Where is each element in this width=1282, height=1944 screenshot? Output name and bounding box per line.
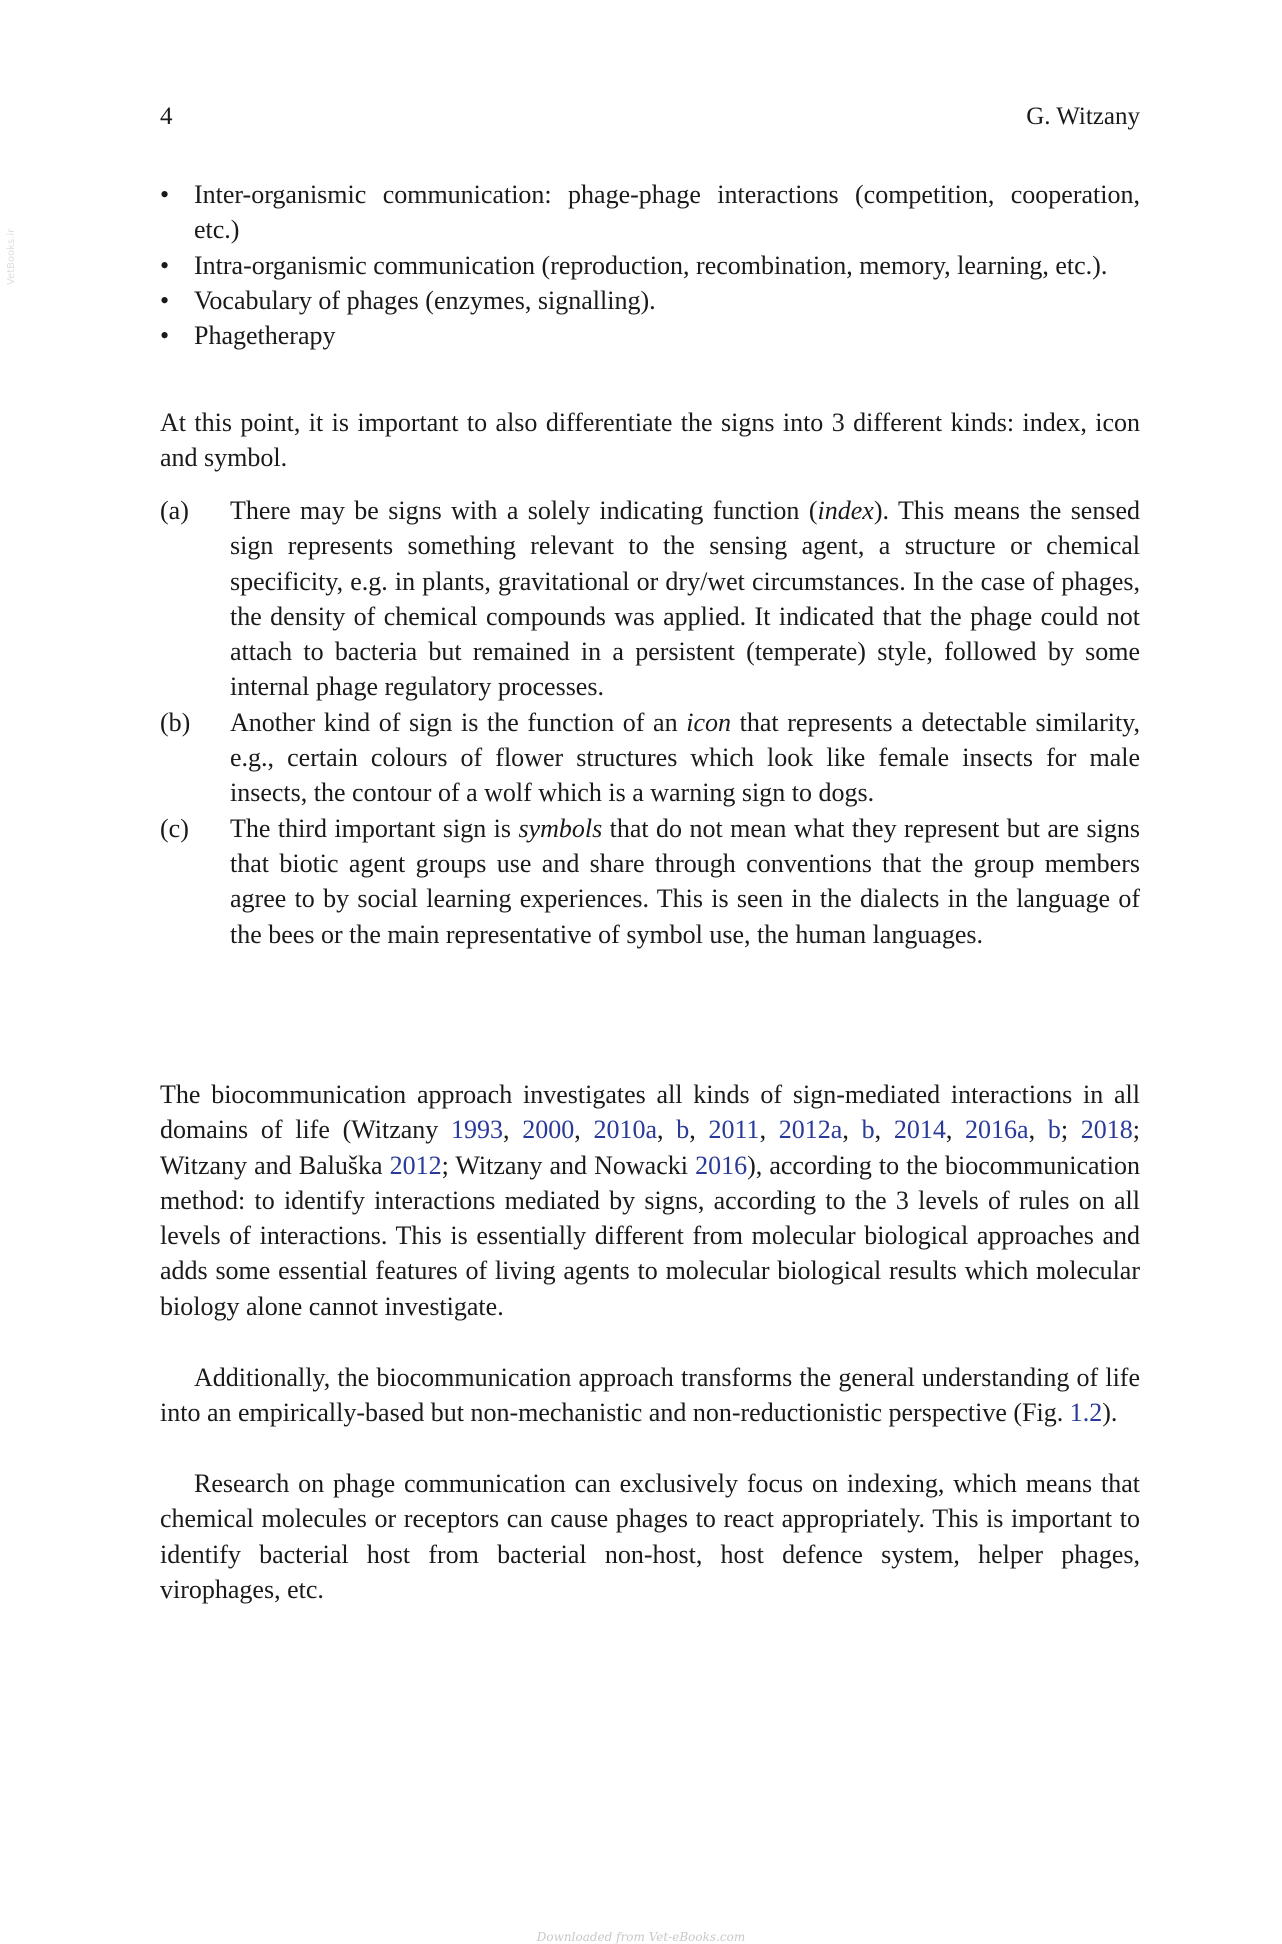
- separator: ,: [945, 1115, 966, 1145]
- citation-link[interactable]: 2016: [695, 1150, 748, 1180]
- paragraph-text: Additionally, the biocommunication approach transforms the general understanding of life into an empirically-based but non-mechanistic and non-reductionistic perspective (Fig.: [160, 1363, 1140, 1428]
- separator: ,: [874, 1115, 894, 1145]
- list-marker: (a): [160, 496, 189, 525]
- sign-item-symbol: [160, 811, 1140, 952]
- page-number: 4: [160, 103, 173, 130]
- paragraph-text: ; Witzany and Baluška: [160, 1115, 1141, 1180]
- bullet-item: • Phagetherapy: [160, 318, 1140, 353]
- separator: ,: [842, 1115, 862, 1145]
- separator: ,: [689, 1115, 709, 1145]
- separator: ,: [759, 1115, 779, 1145]
- paragraph-text: The biocommunication approach investigates all kinds of sign-mediated interactions in all domains of life (Witzany: [160, 1080, 1140, 1145]
- separator: ;: [1060, 1115, 1081, 1145]
- bullet-item: • Intra-organismic communication (reproduction, recombination, memory, learning, etc.).: [160, 248, 1140, 283]
- paragraph-text: ).: [1102, 1398, 1118, 1428]
- item-text: The third important sign is: [230, 813, 519, 843]
- item-text: There may be signs with a solely indicating function (: [230, 496, 818, 525]
- citation-link[interactable]: 2010a: [593, 1115, 658, 1145]
- separator: ,: [574, 1115, 594, 1145]
- download-watermark: Downloaded from Vet-eBooks.com: [536, 1930, 746, 1944]
- item-emphasis: symbols: [518, 813, 603, 843]
- citation-link[interactable]: b: [1047, 1115, 1061, 1145]
- citation-link[interactable]: 2012: [389, 1150, 442, 1180]
- bullet-item: • Vocabulary of phages (enzymes, signalling).: [160, 283, 1140, 318]
- bullet-item: • Inter-organismic communication: phage-phage interactions (competition, cooperation, etc.): [160, 177, 1140, 248]
- citation-link[interactable]: 2012a: [778, 1115, 843, 1145]
- list-marker: (b): [160, 707, 191, 737]
- running-head-author: G. Witzany: [1026, 103, 1140, 130]
- side-watermark: VetBooks.ir: [6, 228, 17, 285]
- citation-link[interactable]: 1993: [451, 1115, 504, 1145]
- item-emphasis: icon: [686, 707, 731, 737]
- sign-item-icon: [160, 705, 1140, 811]
- sign-kinds-list: [160, 493, 1140, 952]
- separator: ,: [657, 1115, 677, 1145]
- citation-link[interactable]: 2000: [522, 1115, 575, 1145]
- sign-item-index: [160, 493, 1140, 705]
- research-paragraph: Research on phage communication can exclusively focus on indexing, which means that chemical molecules or receptors can cause phages to react appropriately. This is important to identify bacterial host from bacterial non-host, host defence system, helper phages, virophages, etc.: [160, 1469, 1140, 1604]
- item-text: that represents a detectable similarity, e.g., certain colours of flower structures which look like female insects for male insects, the contour of a wolf which is a warning sign to dogs.: [230, 707, 1140, 808]
- item-text: that do not mean what they represent but are signs that biotic agent groups use and share through conventions that the group members agree to by social learning experiences. This is seen in the dialects in the language of the bees or the main representative of symbol use, the human languages.: [230, 813, 1140, 949]
- citation-link[interactable]: 2014: [893, 1115, 946, 1145]
- paragraph-text: ), according to the biocommunication method: to identify interactions mediated by signs, according to the 3 levels of rules on all levels of interactions. This is essentially different from molecular biological approaches and adds some essential features of living agents to molecular biological results which molecular biology alone cannot investigate.: [160, 1150, 1140, 1321]
- list-marker: (c): [160, 813, 189, 843]
- citation-link[interactable]: 2016a: [965, 1115, 1029, 1145]
- additionally-paragraph: [160, 1360, 1140, 1431]
- citation-link[interactable]: 2018: [1080, 1115, 1133, 1145]
- intro-paragraph: At this point, it is important to also differentiate the signs into 3 different kinds: index, icon and symbol.: [160, 408, 1140, 473]
- bullet-list: [160, 177, 1140, 353]
- citation-link[interactable]: b: [861, 1115, 875, 1145]
- item-text: Another kind of sign is the function of an: [230, 707, 687, 737]
- biocommunication-paragraph: [160, 1077, 1140, 1324]
- separator: ,: [1028, 1115, 1048, 1145]
- separator: ,: [503, 1115, 523, 1145]
- citation-link[interactable]: b: [676, 1115, 690, 1145]
- figure-link[interactable]: 1.2: [1069, 1398, 1103, 1428]
- item-text: ). This means the sensed sign represents something relevant to the sensing agent, a structure or chemical specificity, e.g. in plants, gravitational or dry/wet circumstances. In the case of phages, the density of chemical compounds was applied. It indicated that the phage could not attach to bacteria but remained in a persistent (temperate) style, followed by some internal phage regulatory processes.: [230, 496, 1141, 702]
- item-emphasis: index: [817, 496, 874, 525]
- paragraph-text: ; Witzany and Nowacki: [441, 1150, 696, 1180]
- citation-link[interactable]: 2011: [708, 1115, 760, 1145]
